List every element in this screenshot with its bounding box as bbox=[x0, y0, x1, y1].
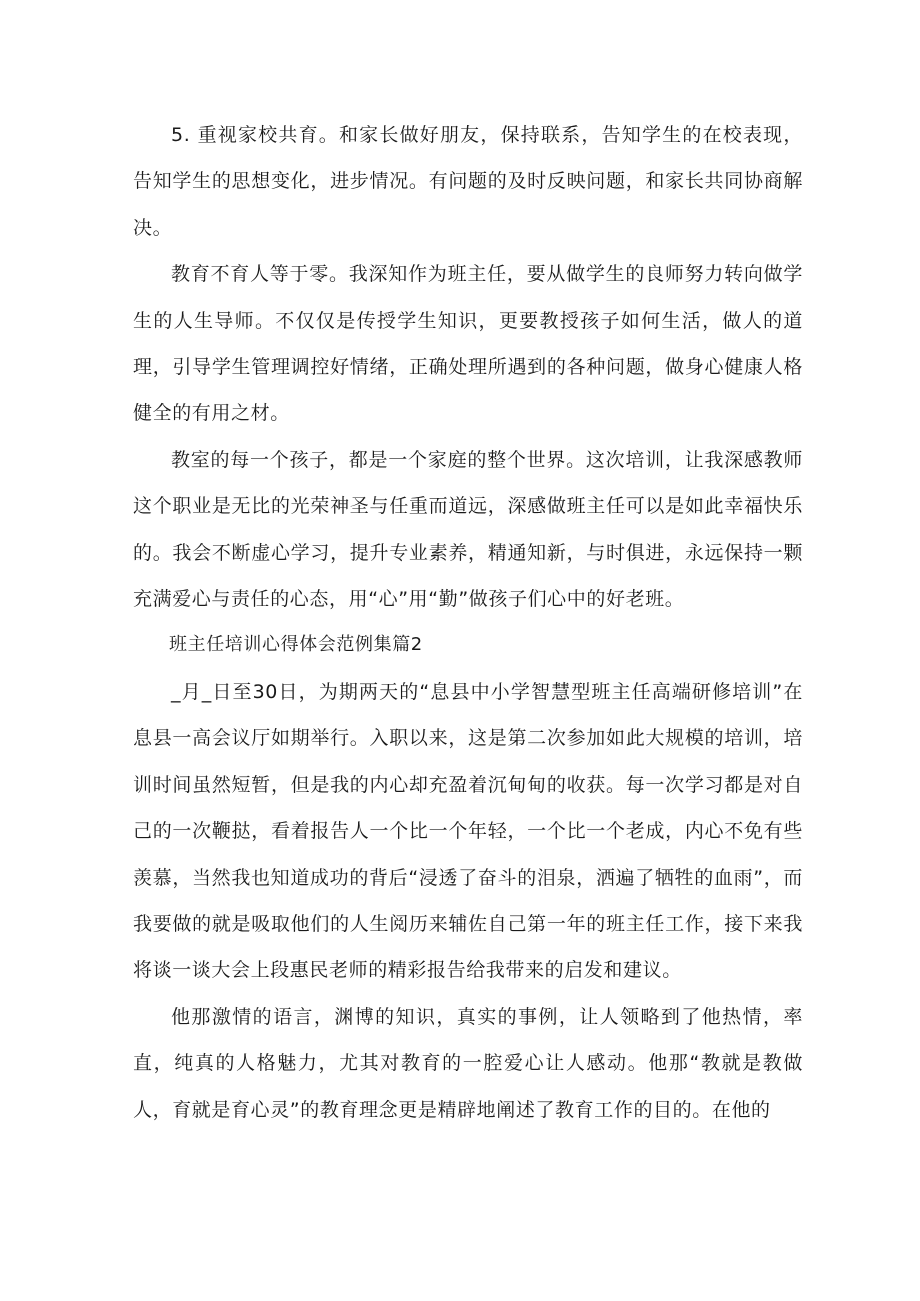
paragraph-education: 教育不育人等于零。我深知作为班主任，要从做学生的良师努力转向做学生的人生导师。不仅仅是传授学生知识，更要教授孩子如何生活，做人的道理，引导学生管理调控好情绪，正确处理所遇到的各种问题，做身心健康人格健全的有用之材。 bbox=[133, 263, 803, 425]
paragraph-home-school: 5. 重视家校共育。和家长做好朋友，保持联系，告知学生的在校表现，告知学生的思想变化，进步情况。有问题的及时反映问题，和家长共同协商解决。 bbox=[133, 124, 803, 239]
document-body bbox=[133, 112, 803, 1133]
section-heading: 班主任培训心得体会范例集篇2 bbox=[169, 634, 423, 656]
paragraph-training: _月_日至30日，为期两天的“息县中小学智慧型班主任高端研修培训”在息县一高会议厅如期举行。入职以来，这是第二次参加如此大规模的培训，培训时间虽然短暂，但是我的内心却充盈着沉甸甸的收获。每一次学习都是对自己的一次鞭挞，看着报告人一个比一个年轻，一个比一个老成，内心不免有些羡慕，当然我也知道成功的背后“浸透了奋斗的泪泉，洒遍了牺牲的血雨”，而我要做的就是吸取他们的人生阅历来辅佐自己第一年的班主任工作，接下来我将谈一谈大会上段惠民老师的精彩报告给我带来的启发和建议。 bbox=[133, 680, 803, 982]
paragraph-classroom: 教室的每一个孩子，都是一个家庭的整个世界。这次培训，让我深感教师这个职业是无比的光荣神圣与任重而道远，深感做班主任可以是如此幸福快乐的。我会不断虚心学习，提升专业素养，精通知新，与时俱进，永远保持一颗充满爱心与责任的心态，用“心”用“勤”做孩子们心中的好老班。 bbox=[133, 448, 803, 611]
paragraph-speaker: 他那激情的语言，渊博的知识，真实的事例，让人领略到了他热情，率直，纯真的人格魅力，尤其对教育的一腔爱心让人感动。他那“教就是教做人，育就是育心灵”的教育理念更是精辟地阐述了教育工作的目的。在他的 bbox=[133, 1005, 803, 1121]
